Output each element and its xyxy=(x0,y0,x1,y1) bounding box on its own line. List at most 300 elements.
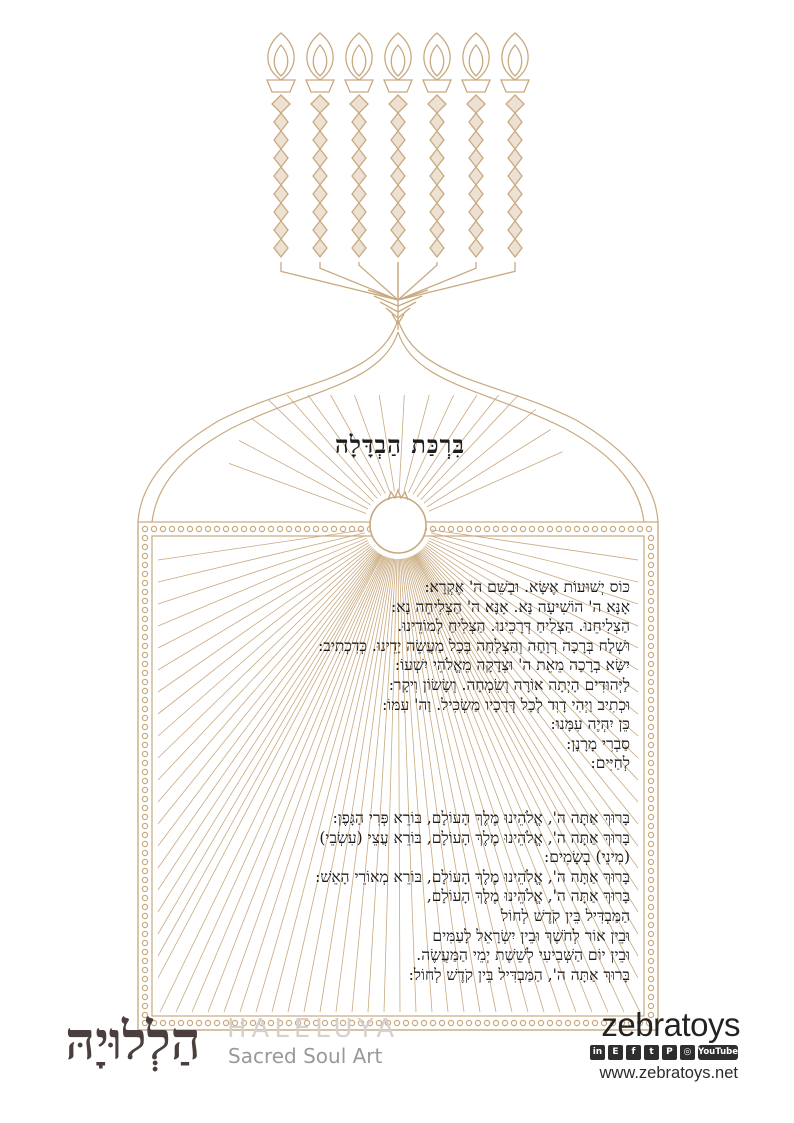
diamond-ornament xyxy=(389,95,407,113)
border-dot xyxy=(241,526,246,531)
border-dot xyxy=(142,535,147,540)
diamond-ornament xyxy=(274,149,288,167)
flame-icon xyxy=(307,33,333,80)
border-dot xyxy=(648,976,653,981)
text-line: הַצְלִיחֵנוּ. הַצְלִיחַ דְּרָכֵינוּ. הַצְלִיחַ לְמוֹדֵינוּ. xyxy=(397,617,630,636)
text-line: בָּרוּךְ אַתָּה ה', אֱלֹהֵינוּ מֶלֶךְ הָעוֹלָם, xyxy=(426,887,630,906)
diamond-ornament xyxy=(508,203,522,221)
diamond-ornament xyxy=(469,131,483,149)
oil-cup xyxy=(267,80,295,92)
border-dot xyxy=(142,931,147,936)
facebook-icon[interactable]: f xyxy=(626,1045,641,1060)
text-line: לַיְּהוּדִים הָיְתָה אוֹרָה וְשִׂמְחָה. וְשָׂשׂוֹן וִיקָר: xyxy=(388,675,630,694)
border-dot xyxy=(142,571,147,576)
border-dot xyxy=(142,589,147,594)
diamond-ornament xyxy=(430,167,444,185)
diamond-ornament xyxy=(313,185,327,203)
border-dot xyxy=(214,526,219,531)
border-dot xyxy=(142,832,147,837)
flame-icon xyxy=(463,33,489,80)
border-dot xyxy=(142,895,147,900)
border-dot xyxy=(142,616,147,621)
border-dot xyxy=(475,526,480,531)
diamond-ornament xyxy=(508,131,522,149)
diamond-ornament xyxy=(508,149,522,167)
lamp-branch xyxy=(384,33,412,257)
border-dot xyxy=(439,1020,444,1025)
border-dot xyxy=(648,652,653,657)
border-dot xyxy=(493,1020,498,1025)
border-dot xyxy=(205,526,210,531)
diamond-ornament xyxy=(313,149,327,167)
border-dot xyxy=(475,1020,480,1025)
diamond-ornament xyxy=(469,113,483,131)
diamond-ornament xyxy=(469,167,483,185)
text-line: בָּרוּךְ אַתָּה ה', הַמַּבְדִּיל בֵּין קֹדֶשׁ לְחוֹל: xyxy=(408,965,630,984)
border-dot xyxy=(142,652,147,657)
lamp-branch xyxy=(501,33,529,257)
border-dot xyxy=(648,985,653,990)
border-dot xyxy=(142,724,147,729)
diamond-ornament xyxy=(274,167,288,185)
diamond-ornament xyxy=(350,95,368,113)
border-dot xyxy=(648,616,653,621)
text-line: לְחַיִּים: xyxy=(590,754,630,773)
border-dot xyxy=(142,940,147,945)
border-dot xyxy=(142,751,147,756)
border-dot xyxy=(169,526,174,531)
diamond-ornament xyxy=(430,185,444,203)
border-dot xyxy=(142,733,147,738)
border-dot xyxy=(648,589,653,594)
diamond-ornament xyxy=(469,221,483,239)
page-title: בִּרְכַּת הַבְדָּלָה xyxy=(334,430,466,459)
text-line: וּשְׁלַח בְּרָכָה רְוָחָה וְהַצְלָחָה בְּכָל מַעֲשֵׂה יָדֵינוּ. כְּדִכְתִיב: xyxy=(318,636,630,655)
border-dot xyxy=(457,526,462,531)
border-dot xyxy=(403,1020,408,1025)
border-dot xyxy=(142,697,147,702)
border-dot xyxy=(648,859,653,864)
border-dot xyxy=(565,526,570,531)
border-dot xyxy=(142,544,147,549)
diamond-ornament xyxy=(508,239,522,257)
border-dot xyxy=(142,949,147,954)
border-dot xyxy=(484,1020,489,1025)
logo-subtitle: Sacred Soul Art xyxy=(228,1044,383,1068)
sun-ray xyxy=(229,463,366,513)
border-dot xyxy=(648,571,653,576)
border-dot xyxy=(142,994,147,999)
border-dot xyxy=(142,805,147,810)
border-dot xyxy=(313,526,318,531)
border-dot xyxy=(142,814,147,819)
border-dot xyxy=(648,670,653,675)
border-dot xyxy=(142,742,147,747)
border-dot xyxy=(142,913,147,918)
border-dot xyxy=(556,526,561,531)
border-dot xyxy=(648,715,653,720)
border-dot xyxy=(142,769,147,774)
border-dot xyxy=(430,1020,435,1025)
border-dot xyxy=(648,544,653,549)
sun-ray xyxy=(429,452,562,511)
text-line: וּבֵין אוֹר לְחֹשֶׁךְ וּבֵין יִשְׂרָאֵל לָעַמִּים xyxy=(432,926,630,945)
lamp-branch xyxy=(423,33,451,257)
etsy-icon[interactable]: E xyxy=(608,1045,623,1060)
inner-flame-icon xyxy=(313,45,327,76)
text-line: כֵּן יִהְיֶה עִמָּנוּ: xyxy=(550,715,630,734)
flame-icon xyxy=(502,33,528,80)
inner-flame-icon xyxy=(352,45,366,76)
diamond-ornament xyxy=(352,221,366,239)
oil-cup xyxy=(462,80,490,92)
border-dot xyxy=(142,562,147,567)
border-dot xyxy=(648,598,653,603)
border-dot xyxy=(648,796,653,801)
border-dot xyxy=(259,526,264,531)
diamond-ornament xyxy=(391,149,405,167)
diamond-ornament xyxy=(508,221,522,239)
text-line: וּכְתִיב וַיְהִי דָוִד לְכָל דְּרָכָיו מַשְׂכִּיל. וַה' עִמּוֹ: xyxy=(382,695,630,714)
border-dot xyxy=(502,1020,507,1025)
border-dot xyxy=(648,922,653,927)
border-dot xyxy=(648,760,653,765)
border-dot xyxy=(648,940,653,945)
border-dot xyxy=(142,643,147,648)
border-dot xyxy=(648,769,653,774)
diamond-ornament xyxy=(469,185,483,203)
diamond-ornament xyxy=(391,203,405,221)
border-dot xyxy=(142,967,147,972)
border-dot xyxy=(142,661,147,666)
border-dot xyxy=(601,526,606,531)
border-dot xyxy=(648,967,653,972)
border-dot xyxy=(232,526,237,531)
blessing-paragraph-1 xyxy=(175,578,630,774)
border-dot xyxy=(142,670,147,675)
diamond-ornament xyxy=(352,167,366,185)
flame-icon xyxy=(268,33,294,80)
border-dot xyxy=(322,526,327,531)
border-dot xyxy=(648,634,653,639)
border-dot xyxy=(648,949,653,954)
diamond-ornament xyxy=(391,221,405,239)
border-dot xyxy=(648,733,653,738)
flame-icon xyxy=(424,33,450,80)
oil-cup xyxy=(306,80,334,92)
border-dot xyxy=(648,607,653,612)
youtube-icon[interactable]: YouTube xyxy=(698,1045,738,1060)
border-dot xyxy=(142,607,147,612)
border-dot xyxy=(511,526,516,531)
border-dot xyxy=(196,526,201,531)
border-dot xyxy=(142,859,147,864)
diamond-ornament xyxy=(352,113,366,131)
border-dot xyxy=(142,598,147,603)
diamond-ornament xyxy=(430,239,444,257)
border-dot xyxy=(142,580,147,585)
border-dot xyxy=(340,526,345,531)
border-dot xyxy=(648,904,653,909)
diamond-ornament xyxy=(352,185,366,203)
border-dot xyxy=(493,526,498,531)
text-line: בָּרוּךְ אַתָּה ה', אֱלֹהֵינוּ מֶלֶךְ הָעוֹלָם, בּוֹרֵא מְאוֹרֵי הָאֵשׁ: xyxy=(315,867,630,886)
diamond-ornament xyxy=(391,185,405,203)
border-dot xyxy=(151,526,156,531)
diamond-ornament xyxy=(391,239,405,257)
border-dot xyxy=(295,526,300,531)
border-dot xyxy=(142,877,147,882)
brand-url[interactable]: www.zebratoys.net xyxy=(599,1064,738,1082)
flame-icon xyxy=(385,33,411,80)
social-icons xyxy=(562,1045,738,1060)
border-dot xyxy=(648,931,653,936)
border-dot xyxy=(142,787,147,792)
text-line: כּוֹס יְשׁוּעוֹת אֶשָּׂא. וּבְשֵׁם ה' אֶקְרָא: xyxy=(424,578,630,596)
border-dot xyxy=(142,985,147,990)
brand-name: zebratoys xyxy=(601,1006,740,1043)
border-dot xyxy=(648,688,653,693)
sun-ray xyxy=(432,530,638,560)
diamond-ornament xyxy=(274,113,288,131)
border-dot xyxy=(648,958,653,963)
diamond-ornament xyxy=(469,203,483,221)
border-dot xyxy=(304,526,309,531)
dome-inner-right xyxy=(398,332,644,522)
border-dot xyxy=(648,778,653,783)
border-dot xyxy=(648,814,653,819)
border-dot xyxy=(648,823,653,828)
border-dot xyxy=(160,526,165,531)
border-dot xyxy=(502,526,507,531)
border-dot xyxy=(574,526,579,531)
border-dot xyxy=(520,1020,525,1025)
border-dot xyxy=(178,526,183,531)
diamond-ornament xyxy=(311,95,329,113)
diamond-ornament xyxy=(272,95,290,113)
border-dot xyxy=(511,1020,516,1025)
border-dot xyxy=(646,526,651,531)
lamp-branch xyxy=(345,33,373,257)
border-dot xyxy=(142,796,147,801)
menorah-arm xyxy=(398,262,437,300)
border-dot xyxy=(648,679,653,684)
diamond-ornament xyxy=(352,203,366,221)
border-dot xyxy=(142,886,147,891)
pinterest-icon[interactable]: P xyxy=(662,1045,677,1060)
text-line: וּבֵין יוֹם הַשְּׁבִיעִי לְשֵׁשֶׁת יְמֵי הַמַּעֲשֶׂה. xyxy=(416,946,630,965)
diamond-ornament xyxy=(352,239,366,257)
border-dot xyxy=(538,1020,543,1025)
border-dot xyxy=(529,526,534,531)
border-dot xyxy=(142,553,147,558)
border-dot xyxy=(648,886,653,891)
menorah-arm xyxy=(398,262,476,300)
diamond-ornament xyxy=(313,221,327,239)
border-dot xyxy=(619,526,624,531)
border-dot xyxy=(448,526,453,531)
inner-flame-icon xyxy=(391,45,405,76)
diamond-ornament xyxy=(391,113,405,131)
border-dot xyxy=(187,526,192,531)
inner-flame-icon xyxy=(430,45,444,76)
border-dot xyxy=(648,805,653,810)
border-dot xyxy=(637,526,642,531)
diamond-ornament xyxy=(274,203,288,221)
diamond-ornament xyxy=(430,131,444,149)
border-dot xyxy=(648,580,653,585)
linkedin-icon[interactable]: in xyxy=(590,1045,605,1060)
border-dot xyxy=(142,904,147,909)
border-dot xyxy=(648,994,653,999)
border-dot xyxy=(648,832,653,837)
border-dot xyxy=(142,868,147,873)
diamond-ornament xyxy=(506,95,524,113)
dome-inner-left xyxy=(152,332,398,522)
border-dot xyxy=(648,877,653,882)
border-dot xyxy=(430,526,435,531)
menorah-arm xyxy=(320,262,398,300)
border-dot xyxy=(547,526,552,531)
diamond-ornament xyxy=(430,203,444,221)
border-dot xyxy=(648,562,653,567)
border-dot xyxy=(142,823,147,828)
inner-flame-icon xyxy=(274,45,288,76)
border-dot xyxy=(277,526,282,531)
text-line: יִשָּׂא בְרָכָה מֵאֵת ה' וּצְדָקָה מֵאֱלֹהֵי יִשְׁעוֹ: xyxy=(394,656,630,675)
diamond-ornament xyxy=(469,149,483,167)
border-dot xyxy=(648,841,653,846)
instagram-icon[interactable]: ◎ xyxy=(680,1045,695,1060)
text-line: אָנָּא ה' הוֹשִׁיעָה נָּא. אָנָּא ה' הַצְלִיחָה נָא: xyxy=(390,597,630,616)
border-dot xyxy=(648,787,653,792)
border-dot xyxy=(466,1020,471,1025)
text-line: (מִינֵי) בְשָׂמִים: xyxy=(544,848,630,867)
border-dot xyxy=(142,715,147,720)
oil-cup xyxy=(501,80,529,92)
lamp-branch xyxy=(462,33,490,257)
border-dot xyxy=(583,526,588,531)
border-dot xyxy=(142,760,147,765)
border-dot xyxy=(142,526,147,531)
sun-ray xyxy=(158,530,364,560)
border-dot xyxy=(142,958,147,963)
border-dot xyxy=(648,895,653,900)
border-dot xyxy=(547,1020,552,1025)
blessing-paragraph-2 xyxy=(175,809,630,985)
border-dot xyxy=(648,625,653,630)
diamond-ornament xyxy=(274,221,288,239)
border-dot xyxy=(142,778,147,783)
border-dot xyxy=(223,526,228,531)
border-dot xyxy=(529,1020,534,1025)
diamond-ornament xyxy=(274,239,288,257)
haleluya-hebrew-logo: הַלְלוּיָהּ xyxy=(65,1011,201,1072)
twitter-icon[interactable]: t xyxy=(644,1045,659,1060)
menorah-arm xyxy=(359,262,398,300)
border-dot xyxy=(268,526,273,531)
diamond-ornament xyxy=(467,95,485,113)
diamond-ornament xyxy=(313,131,327,149)
diamond-ornament xyxy=(352,131,366,149)
border-dot xyxy=(648,643,653,648)
border-dot xyxy=(648,553,653,558)
text-line: בָּרוּךְ אַתָּה ה', אֱלֹהֵינוּ מֶלֶךְ הָעוֹלָם, בּוֹרֵא עֲצֵי (עִשְׂבֵי) xyxy=(319,828,630,847)
border-dot xyxy=(648,913,653,918)
haleluya-latin-logo: HALELUYA xyxy=(227,1014,400,1044)
inner-flame-icon xyxy=(508,45,522,76)
border-dot xyxy=(648,850,653,855)
border-dot xyxy=(648,868,653,873)
border-dot xyxy=(448,1020,453,1025)
flame-icon xyxy=(346,33,372,80)
lamp-branch xyxy=(306,33,334,257)
diamond-ornament xyxy=(274,185,288,203)
diamond-ornament xyxy=(430,149,444,167)
text-line: סַבְרִי מָרָנָן: xyxy=(566,734,630,753)
diamond-ornament xyxy=(313,167,327,185)
border-dot xyxy=(628,526,633,531)
border-dot xyxy=(142,922,147,927)
diamond-ornament xyxy=(313,203,327,221)
border-dot xyxy=(648,742,653,747)
border-dot xyxy=(648,661,653,666)
border-dot xyxy=(520,526,525,531)
border-dot xyxy=(349,526,354,531)
border-dot xyxy=(142,625,147,630)
diamond-ornament xyxy=(508,185,522,203)
diamond-ornament xyxy=(352,149,366,167)
border-dot xyxy=(412,1020,417,1025)
oil-cup xyxy=(384,80,412,92)
border-dot xyxy=(457,1020,462,1025)
border-dot xyxy=(142,850,147,855)
border-dot xyxy=(142,706,147,711)
text-line: הַמַּבְדִּיל בֵּין קֹדֶשׁ לְחוֹל xyxy=(501,906,630,925)
border-dot xyxy=(142,976,147,981)
diamond-ornament xyxy=(391,167,405,185)
text-line: בָּרוּךְ אַתָּה ה', אֱלֹהֵינוּ מֶלֶךְ הָעוֹלָם, בּוֹרֵא פְּרִי הַגָּפֶן: xyxy=(332,809,630,827)
border-dot xyxy=(142,688,147,693)
border-dot xyxy=(610,526,615,531)
diamond-ornament xyxy=(428,95,446,113)
diamond-ornament xyxy=(430,113,444,131)
border-dot xyxy=(648,706,653,711)
pomegranate-icon xyxy=(370,497,426,553)
border-dot xyxy=(250,526,255,531)
border-dot xyxy=(421,1020,426,1025)
border-dot xyxy=(648,535,653,540)
border-dot xyxy=(648,724,653,729)
diamond-ornament xyxy=(430,221,444,239)
border-dot xyxy=(142,634,147,639)
border-dot xyxy=(648,751,653,756)
lamp-branch xyxy=(267,33,295,257)
oil-cup xyxy=(423,80,451,92)
inner-flame-icon xyxy=(469,45,483,76)
border-dot xyxy=(466,526,471,531)
diamond-ornament xyxy=(469,239,483,257)
diamond-ornament xyxy=(313,113,327,131)
diamond-ornament xyxy=(274,131,288,149)
oil-cup xyxy=(345,80,373,92)
diamond-ornament xyxy=(508,167,522,185)
border-dot xyxy=(286,526,291,531)
diamond-ornament xyxy=(313,239,327,257)
menorah-illustration xyxy=(267,33,529,330)
diamond-ornament xyxy=(508,113,522,131)
border-dot xyxy=(142,841,147,846)
